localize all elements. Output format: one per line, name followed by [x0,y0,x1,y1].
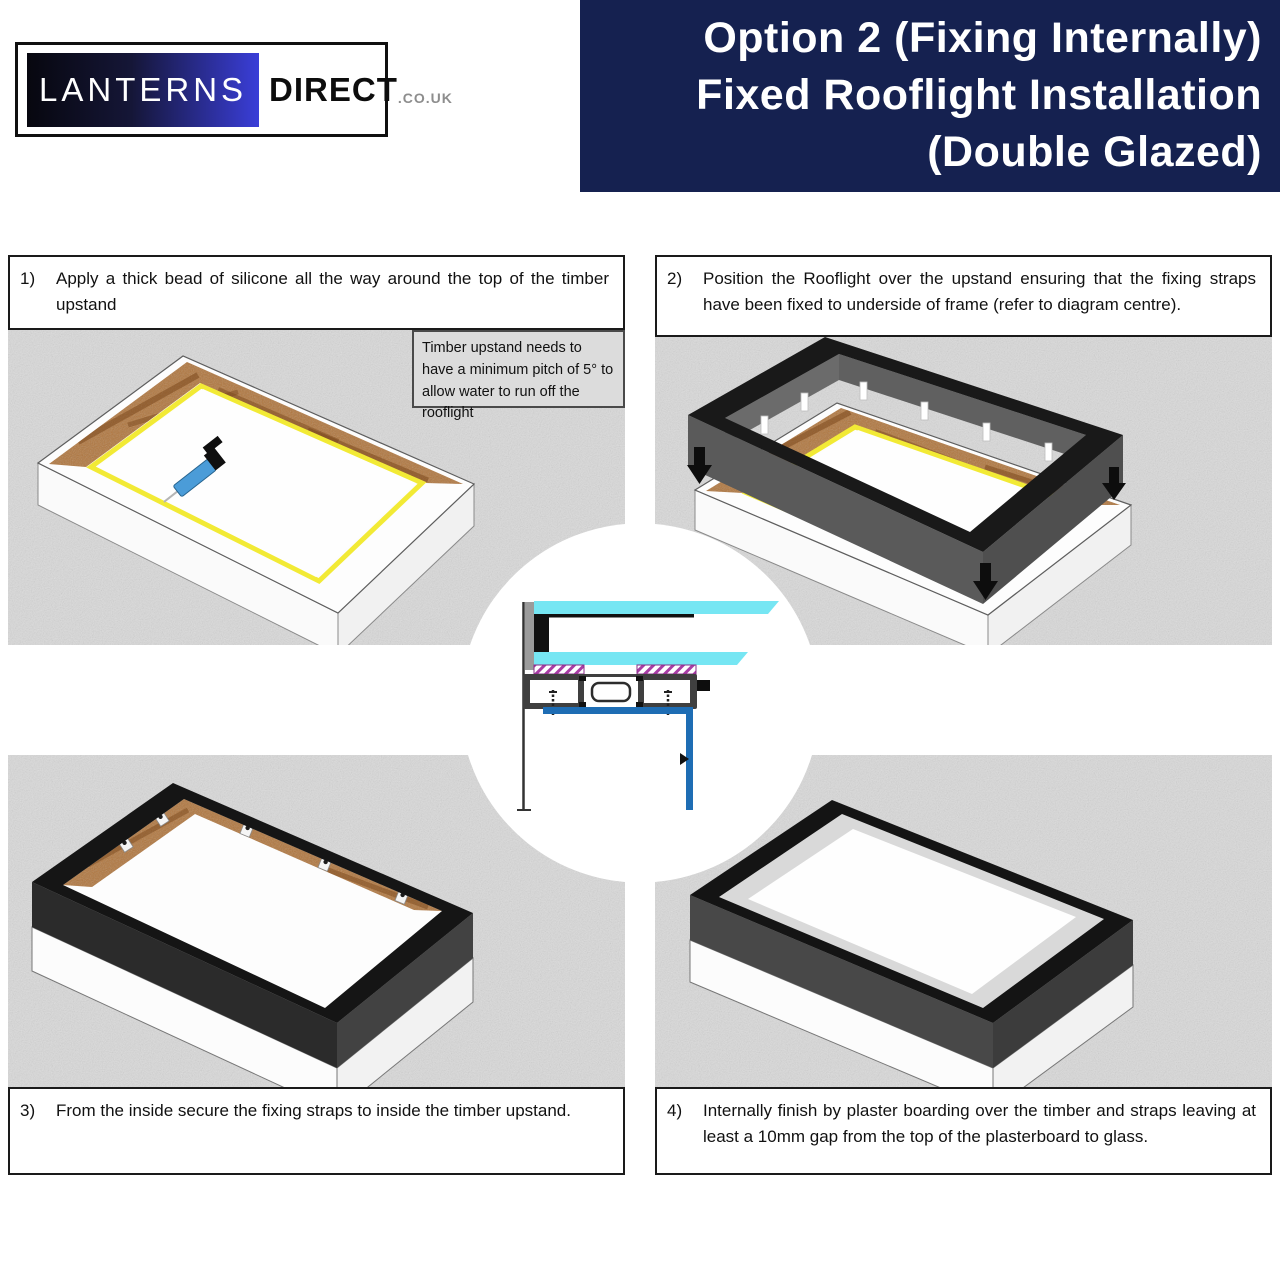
pitch-note-box: Timber upstand needs to have a minimum pitch of 5° to allow water to run off the rooflight [412,330,625,408]
logo-lanterns-text: LANTERNS [39,70,248,108]
fixing-strap-horizontal [543,707,693,714]
step1-text: Apply a thick bead of silicone all the way around the top of the timber upstand [56,269,609,314]
cross-section [517,601,779,810]
logo-gradient-box [27,53,259,127]
glass-outer-pane [534,601,779,614]
external-gasket [697,680,710,691]
step2-instruction-box [655,255,1272,337]
step4-text: Internally finish by plaster boarding over the timber and straps leaving at least a 10mm gap from the top of the plasterboard to glass. [703,1101,1256,1146]
glass-inner-pane [534,652,748,665]
step3-text: From the inside secure the fixing straps to inside the timber upstand. [56,1101,571,1120]
thermal-break [592,683,630,701]
step3-number: 3) [20,1101,36,1120]
step3-instruction-box [8,1087,625,1175]
title-line-3: (Double Glazed) [927,128,1262,176]
title-line-1: Option 2 (Fixing Internally) [703,14,1262,62]
frame-cross-section-detail [440,540,840,900]
gasket-hatch-right [637,665,696,674]
step2-text: Position the Rooflight over the upstand ensuring that the fixing straps have been fixed to underside of frame (refer to diagram centre). [703,269,1256,314]
logo-suffix-text: .CO.UK [397,89,453,106]
step1-number: 1) [20,269,36,288]
step4-instruction-box [655,1087,1272,1175]
title-banner [580,0,1280,192]
fixing-strap-vertical [686,713,693,810]
step1-instruction-box [8,255,625,330]
logo-direct-text: DIRECT [269,70,398,108]
edge-trim [525,602,534,670]
brand-logo [15,42,453,137]
glass-spacer [534,617,549,652]
step2-number: 2) [667,269,683,288]
step4-number: 4) [667,1101,683,1120]
title-line-2: Fixed Rooflight Installation [696,71,1262,119]
gasket-hatch-left [534,665,584,674]
